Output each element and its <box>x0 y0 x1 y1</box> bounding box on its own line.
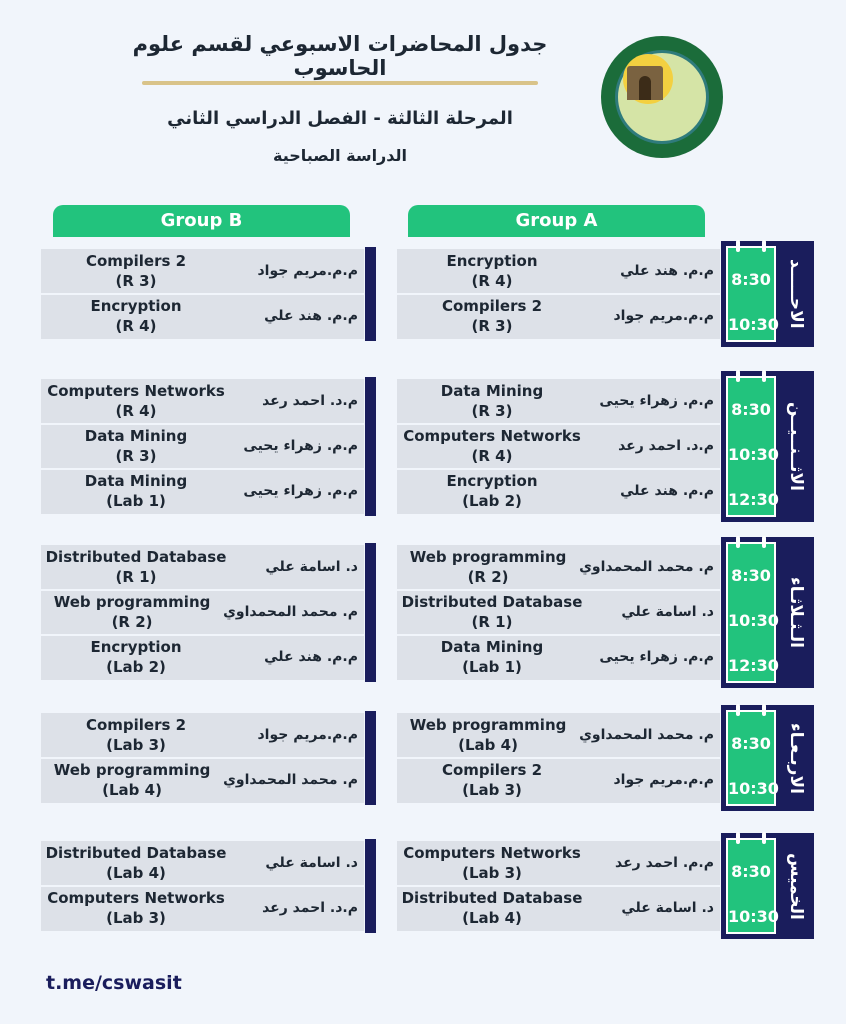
room-label: (Lab 3) <box>106 909 166 927</box>
lecture-cell <box>397 713 720 757</box>
teacher-name: م.م. هند علي <box>264 308 358 324</box>
course-name: Encryption <box>90 297 182 315</box>
course-info <box>41 760 223 800</box>
group-b-bar <box>365 711 376 805</box>
time-slot: 8:30 <box>731 400 771 419</box>
teacher-name: م. محمد المحمداوي <box>579 559 714 575</box>
course-name: Computers Networks <box>47 382 225 400</box>
row-separator <box>397 885 720 887</box>
time-slot: 10:30 <box>728 611 779 630</box>
lecture-cell <box>41 424 364 468</box>
teacher-name: م. محمد المحمداوي <box>223 604 358 620</box>
row-separator <box>397 634 720 636</box>
day-name: الاثــنــيــن <box>786 402 806 491</box>
course-info <box>397 888 587 928</box>
lecture-cell <box>41 841 364 885</box>
lecture-cell <box>41 758 364 802</box>
row-separator <box>41 634 364 636</box>
course-name: Distributed Database <box>401 889 583 907</box>
row-separator <box>41 757 364 759</box>
room-label: (Lab 4) <box>462 909 522 927</box>
group-b-panel <box>41 379 364 514</box>
group-b-bar <box>365 247 376 341</box>
course-name: Computers Networks <box>47 889 225 907</box>
teacher-name: م.د. احمد رعد <box>618 438 714 454</box>
course-name: Data Mining <box>440 382 544 400</box>
group-a-panel <box>397 713 720 803</box>
group-b-panel <box>41 249 364 339</box>
room-label: (R 3) <box>115 272 157 290</box>
teacher-name: م.م.مريم جواد <box>257 727 358 743</box>
course-name: Data Mining <box>84 472 188 490</box>
teacher-name: م.د. احمد رعد <box>262 393 358 409</box>
room-label: (R 1) <box>471 613 513 631</box>
room-label: (Lab 2) <box>462 492 522 510</box>
teacher-name: م.م. زهراء يحيى <box>243 438 358 454</box>
course-name: Encryption <box>446 252 538 270</box>
course-info <box>397 471 587 511</box>
course-info <box>41 251 231 291</box>
group-b-bar <box>365 377 376 516</box>
room-label: (Lab 1) <box>462 658 522 676</box>
lecture-cell <box>41 635 364 679</box>
course-name: Computers Networks <box>403 844 581 862</box>
room-label: (Lab 1) <box>106 492 166 510</box>
teacher-name: م.م.مريم جواد <box>257 263 358 279</box>
lecture-cell <box>41 469 364 513</box>
day-block <box>721 705 814 811</box>
teacher-name: م.م. هند علي <box>620 263 714 279</box>
lecture-cell <box>41 249 364 293</box>
course-name: Web programming <box>53 761 211 779</box>
course-info <box>41 592 223 632</box>
telegram-link[interactable]: t.me/cswasit <box>46 972 182 994</box>
group-b-panel <box>41 841 364 931</box>
time-slot: 10:30 <box>728 907 779 926</box>
course-info <box>41 888 231 928</box>
course-name: Web programming <box>409 716 567 734</box>
teacher-name: م.م. زهراء يحيى <box>243 483 358 499</box>
course-name: Web programming <box>53 593 211 611</box>
day-block <box>721 833 814 939</box>
room-label: (R 4) <box>471 447 513 465</box>
teacher-name: م.م. زهراء يحيى <box>599 393 714 409</box>
room-label: (Lab 3) <box>462 864 522 882</box>
teacher-name: د. اسامة علي <box>621 604 714 620</box>
lecture-cell <box>397 886 720 930</box>
row-separator <box>397 293 720 295</box>
lecture-cell <box>397 379 720 423</box>
day-name: الاربـعـاء <box>786 722 806 794</box>
teacher-name: م.م.مريم جواد <box>613 772 714 788</box>
row-separator <box>41 423 364 425</box>
lecture-cell <box>41 713 364 757</box>
row-separator <box>397 423 720 425</box>
teacher-name: م.د. احمد رعد <box>262 900 358 916</box>
course-info <box>41 426 231 466</box>
course-info <box>41 381 231 421</box>
lecture-cell <box>397 590 720 634</box>
teacher-name: د. اسامة علي <box>265 559 358 575</box>
course-name: Compilers 2 <box>441 761 543 779</box>
row-separator <box>41 468 364 470</box>
room-label: (R 3) <box>115 447 157 465</box>
course-name: Compilers 2 <box>85 252 187 270</box>
lecture-cell <box>41 886 364 930</box>
study-subtitle: الدراسة الصباحية <box>273 146 407 165</box>
room-label: (Lab 3) <box>106 736 166 754</box>
course-info <box>397 592 587 632</box>
course-name: Distributed Database <box>45 548 227 566</box>
lecture-cell <box>41 545 364 589</box>
row-separator <box>397 468 720 470</box>
course-name: Data Mining <box>440 638 544 656</box>
course-name: Computers Networks <box>403 427 581 445</box>
college-logo <box>601 36 723 158</box>
group-a-panel <box>397 545 720 680</box>
course-info <box>397 426 587 466</box>
teacher-name: م.م. زهراء يحيى <box>599 649 714 665</box>
course-info <box>397 760 587 800</box>
room-label: (Lab 4) <box>458 736 518 754</box>
title-divider <box>142 81 538 85</box>
room-label: (R 1) <box>115 568 157 586</box>
teacher-name: م.م. هند علي <box>264 649 358 665</box>
schedule-title: جدول المحاضرات الاسبوعي لقسم علوم الحاسوب <box>132 32 548 80</box>
lecture-cell <box>397 545 720 589</box>
room-label: (R 3) <box>471 402 513 420</box>
room-label: (R 4) <box>115 317 157 335</box>
teacher-name: م. محمد المحمداوي <box>223 772 358 788</box>
room-label: (Lab 4) <box>106 864 166 882</box>
lecture-cell <box>397 841 720 885</box>
lecture-cell <box>397 758 720 802</box>
group-a-tab: Group A <box>408 205 705 237</box>
teacher-name: م. محمد المحمداوي <box>579 727 714 743</box>
calendar-icon <box>726 838 779 934</box>
room-label: (Lab 2) <box>106 658 166 676</box>
time-slot: 8:30 <box>731 862 771 881</box>
group-a-panel <box>397 841 720 931</box>
lecture-cell <box>397 635 720 679</box>
stage-subtitle: المرحلة الثالثة - الفصل الدراسي الثاني <box>167 108 513 129</box>
group-a-panel <box>397 379 720 514</box>
day-block <box>721 537 814 688</box>
course-info <box>41 471 231 511</box>
course-info <box>397 547 579 587</box>
room-label: (R 4) <box>115 402 157 420</box>
course-info <box>41 637 231 677</box>
time-slot: 12:30 <box>728 656 779 675</box>
teacher-name: م.م.مريم جواد <box>613 308 714 324</box>
time-slot: 10:30 <box>728 779 779 798</box>
course-name: Distributed Database <box>401 593 583 611</box>
course-info <box>397 637 587 677</box>
time-slot: 8:30 <box>731 270 771 289</box>
course-name: Web programming <box>409 548 567 566</box>
group-a-panel <box>397 249 720 339</box>
teacher-name: م.م. هند علي <box>620 483 714 499</box>
course-info <box>41 547 231 587</box>
course-info <box>41 843 231 883</box>
row-separator <box>397 589 720 591</box>
course-name: Distributed Database <box>45 844 227 862</box>
time-slot: 10:30 <box>728 445 779 464</box>
day-block <box>721 371 814 522</box>
course-info <box>397 296 587 336</box>
room-label: (R 2) <box>467 568 509 586</box>
teacher-name: م.م. احمد رعد <box>615 855 714 871</box>
course-info <box>41 296 231 336</box>
course-name: Compilers 2 <box>85 716 187 734</box>
group-b-panel <box>41 545 364 680</box>
course-name: Encryption <box>90 638 182 656</box>
group-b-bar <box>365 839 376 933</box>
row-separator <box>41 589 364 591</box>
time-slot: 12:30 <box>728 490 779 509</box>
day-block <box>721 241 814 347</box>
day-name: الخميس <box>786 852 806 920</box>
room-label: (Lab 4) <box>102 781 162 799</box>
lecture-cell <box>41 379 364 423</box>
calendar-icon <box>726 376 779 517</box>
lecture-cell <box>41 590 364 634</box>
calendar-icon <box>726 246 779 342</box>
time-slot: 8:30 <box>731 734 771 753</box>
teacher-name: د. اسامة علي <box>621 900 714 916</box>
course-info <box>41 715 231 755</box>
course-info <box>397 715 579 755</box>
course-name: Compilers 2 <box>441 297 543 315</box>
course-name: Encryption <box>446 472 538 490</box>
time-slot: 8:30 <box>731 566 771 585</box>
room-label: (Lab 3) <box>462 781 522 799</box>
row-separator <box>41 885 364 887</box>
lecture-cell <box>41 294 364 338</box>
row-separator <box>41 293 364 295</box>
room-label: (R 3) <box>471 317 513 335</box>
lecture-cell <box>397 424 720 468</box>
teacher-name: د. اسامة علي <box>265 855 358 871</box>
room-label: (R 2) <box>111 613 153 631</box>
group-b-bar <box>365 543 376 682</box>
lecture-cell <box>397 469 720 513</box>
day-name: الاحـــــد <box>786 259 806 329</box>
day-name: الـثـلاثـاء <box>786 577 806 648</box>
course-info <box>397 843 587 883</box>
row-separator <box>397 757 720 759</box>
lecture-cell <box>397 294 720 338</box>
calendar-icon <box>726 542 779 683</box>
course-name: Data Mining <box>84 427 188 445</box>
room-label: (R 4) <box>471 272 513 290</box>
course-info <box>397 251 587 291</box>
lecture-cell <box>397 249 720 293</box>
course-info <box>397 381 587 421</box>
group-b-panel <box>41 713 364 803</box>
group-b-tab: Group B <box>53 205 350 237</box>
calendar-icon <box>726 710 779 806</box>
time-slot: 10:30 <box>728 315 779 334</box>
